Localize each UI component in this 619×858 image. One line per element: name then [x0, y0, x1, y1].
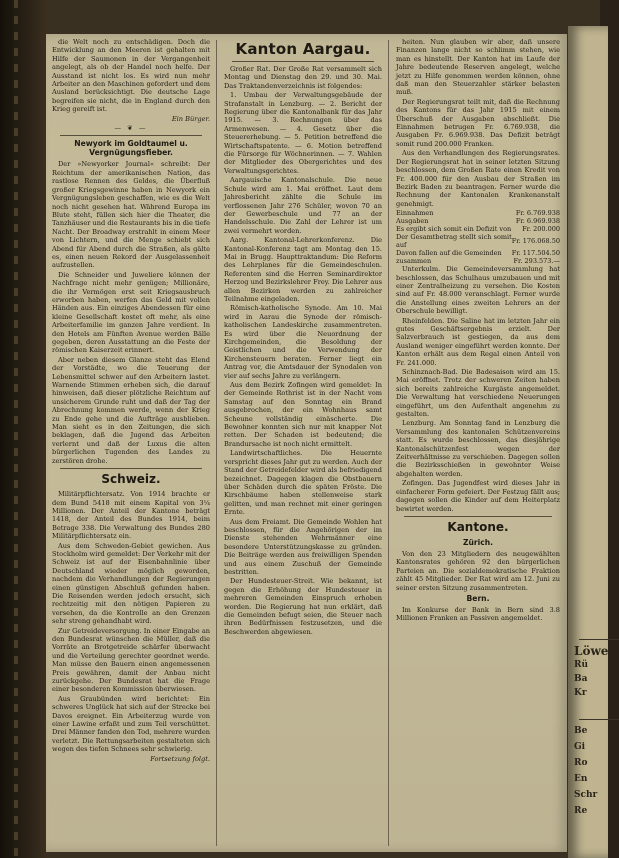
paragraph: Von den 23 Mitgliedern des neugewählten Kantonsrates gehören 92 den bürgerlichen Parteien an. Die sozialdemokratische Fraktion zählt 45 Mitglieder. Der Rat wird am 12. Juni zu seiner ersten Sitzung zusammentreten.	[396, 549, 560, 592]
section-title: Newyork im Goldtaumel u. Vergnügungsfieber.	[74, 139, 188, 158]
paragraph: Landwirtschaftliches. Die Heuernte verspricht dieses Jahr gut zu werden. Auch der Stand der Getreidefelder wird als befriedigend bezeichnet. Dagegen klagen die Obstbauern über Schäden durch die späten Fröste. Die Kirschbäume haben stellenweise stark gelitten, und man rechnet mit einer geringen Ernte.	[224, 449, 383, 517]
paragraph: Lenzburg. Am Sonntag fand in Lenzburg die Versammlung des kantonalen Schützenvereins statt. Es wurde beschlossen, das diesjährige Kantonalschützenfest wegen der Zeitverhältnisse zu verschieben. Dagegen sollen die Bezirksschießen in gewohnter Weise abgehalten werden.	[396, 419, 560, 478]
table-label: zusammen	[396, 257, 432, 266]
facing-page-edge	[568, 26, 608, 858]
table-value: Fr. 6.969.938	[515, 217, 560, 226]
section-title: Kanton Aargau.	[235, 40, 371, 58]
table-value: Fr. 176.068.50	[511, 237, 560, 246]
table-row	[396, 225, 560, 233]
edge-word: Be	[574, 726, 588, 736]
edge-word: En	[574, 774, 588, 784]
column-rule	[388, 40, 389, 846]
paragraph: Römisch-katholische Synode. Am 10. Mai wird in Aarau die Synode der römisch-katholischen Landeskirche zusammentreten. Es wird über die Neuordnung der Kirchgemeinden, die Besoldung der Geistlichen und die Verwendung der Kirchensteuern beraten. Ferner liegt ein Antrag vor, die Amtsdauer der Synodalen von vier auf sechs Jahre zu verlängern.	[224, 304, 382, 380]
table-row	[396, 257, 560, 265]
paragraph: Aus den Verhandlungen des Regierungsrates. Der Regierungsrat hat in seiner letzten Sitzung beschlossen, dem Großen Rate einen Kredit von Fr. 400.000 für den Ausbau der Straßen im Bezirk Baden zu beantragen. Ferner wurde die Rechnung der Kantonalen Krankenanstalt genehmigt.	[396, 149, 560, 208]
table-value: Fr. 200.000	[522, 225, 560, 234]
divider	[579, 719, 619, 720]
table-value: Fr. 117.504.50	[511, 249, 560, 258]
paragraph: Der Regierungsrat teilt mit, daß die Rechnung des Kantons für das Jahr 1915 mit einem Überschuß der Ausgaben abschließt. Die Einnahmen betrugen Fr. 6.769.938, die Ausgaben Fr. 6.969.938. Das Defizit beträgt somit rund 200.000 Franken.	[396, 97, 560, 148]
table-label: Einnahmen	[396, 209, 434, 218]
column-right	[396, 38, 560, 848]
newspaper-page	[46, 34, 567, 852]
paragraph: Aus dem Bezirk Zofingen wird gemeldet: In der Gemeinde Rothrist ist in der Nacht vom Samstag auf den Sonntag ein Brand ausgebrochen, der ein Wohnhaus samt Scheune vollständig einäscherte. Die Bewohner konnten sich nur mit knapper Not retten. Der Schaden ist bedeutend; die Brandursache ist noch nicht ermittelt.	[224, 381, 382, 448]
paragraph: Aber neben diesem Glanze steht das Elend der Vorstädte, wo die Teuerung der Lebensmittel schwer auf den Arbeitern lastet. Warnende Stimmen erheben sich, die darauf hinweisen, daß dieser plötzliche Reichtum auf unsicherem Grunde ruht und daß der Tag der Abrechnung kommen werde, wenn der Krieg zu Ende gehe und die Aufträge ausblieben. Man sieht es in den Zeitungen, die sich beklagen, daß die Jugend das Arbeiten verlernt und daß der Luxus die alten bürgerlichen Tugenden des Landes zu zerstören drohe.	[52, 355, 210, 465]
column-left	[52, 38, 210, 848]
edge-word: Re	[574, 806, 588, 816]
section-title: Schweiz.	[101, 472, 161, 487]
edge-word: Schr	[574, 790, 598, 800]
table-label: Davon fallen auf die Gemeinden	[396, 249, 502, 258]
divider	[232, 61, 374, 62]
table-row	[396, 233, 560, 249]
paragraph: Zofingen. Das Jugendfest wird dieses Jahr in einfacherer Form gefeiert. Der Festzug fällt aus; dagegen sollen die Kinder auf dem Heiterplatz bewirtet werden.	[396, 479, 560, 513]
divider	[60, 135, 202, 136]
paragraph: Aus Graubünden wird berichtet: Ein schweres Unglück hat sich auf der Strecke bei Davos ereignet. Ein Arbeiterzug wurde von einer Lawine erfaßt und zum Teil verschüttet. Drei Männer fanden den Tod, mehrere wurden verletzt. Die Rettungsarbeiten gestalteten sich wegen des tiefen Schnees sehr schwierig.	[52, 694, 210, 754]
ornament-divider: — ❦ —	[114, 124, 148, 133]
paragraph: heiten. Nun glauben wir aber, daß unsere Finanzen lange nicht so schlimm stehen, wie man es hinstellt. Der Kanton hat im Laufe der Jahre bedeutende Reserven angelegt, welche jetzt zu Hilfe genommen werden können, ohne daß man den Steuerzahler stärker belasten muß.	[396, 38, 560, 97]
edge-word: Ro	[574, 758, 588, 768]
table-row	[396, 249, 560, 257]
paragraph: Aus dem Freiamt. Die Gemeinde Wohlen hat beschlossen, für die Angehörigen der im Dienste stehenden Wehrmänner eine besondere Unterstützungskasse zu gründen. Die Beiträge werden aus freiwilligen Spenden und aus einem Zuschuß der Gemeinde bestritten.	[224, 517, 382, 576]
table-label: Es ergibt sich somit ein Defizit von	[396, 225, 512, 234]
table-value: Fr. 293.573.—	[513, 257, 560, 266]
paragraph: 1. Umbau der Verwaltungsgebäude der Strafanstalt in Lenzburg. — 2. Bericht der Regierung über die Kantonalbank für das Jahr 1915. — 3. Rechnungen über das Armenwesen. — 4. Gesetz über die Steuererhebung. — 5. Petition betreffend die Wirtschaftspatente. — 6. Motion betreffend die Fürsorge für Wöchnerinnen. — 7. Wahlen der Mitglieder des Obergerichtes und des Verwaltungsgerichtes.	[224, 91, 382, 175]
subsection-title: Zürich.	[462, 537, 494, 547]
paragraph: Die Schneider und Juweliere können der Nachfrage nicht mehr genügen; Millionäre, die ihr Vermögen erst seit Kriegsausbruch erworben haben, werfen das Geld mit vollen Händen aus. Ein einziges Abendessen für eine kleine Gesellschaft kostet oft mehr, als eine Arbeiterfamilie im ganzen Jahre verdient. In den Hotels am Fünften Avenue werden Bälle gegeben, deren Ausstattung an die Feste der römischen Kaiserzeit erinnert.	[52, 270, 210, 355]
paragraph: Rheinfelden. Die Saline hat im letzten Jahr ein gutes Geschäftsergebnis erzielt. Der Salzverbrauch ist gestiegen, da aus dem Ausland weniger eingeführt werden konnte. Der Kanton erhält aus dem Regal einen Anteil von Fr. 241.000.	[396, 316, 560, 367]
paragraph: Aarg. Kantonal-Lehrerkonferenz. Die Kantonal-Konferenz tagt am Montag den 15. Mai in Brugg. Haupttraktandum: Die Reform des Lehrplanes für die Gemeindeschulen. Referenten sind die Herren Seminardirektor Herzog und Bezirkslehrer Frey. Die Lehrer aus allen Bezirken werden zu zahlreicher Teilnahme eingeladen.	[224, 236, 382, 303]
column-middle	[224, 38, 382, 848]
edge-word: Ba	[574, 674, 588, 684]
article-signature: Ein Bürger.	[171, 114, 210, 123]
article-continuation: die Welt noch zu entschädigen. Doch die Entwicklung an den Meeren ist gehalten mit Hilfe der Saumonen in der Vergangenheit angelegt, als ob der Handel noch helfe. Der Ausstand ist nicht los. Es wird nun mehr Arbeiter an den Maschinen gefordert und dem Ausland berücksichtigt. Die deutsche Lage begreifen sie nicht, die in England durch den Krieg gereift ist.	[52, 38, 210, 114]
divider	[60, 468, 202, 469]
binding-stitching	[14, 0, 18, 858]
subsection-title: Bern.	[466, 593, 490, 603]
table-label: Der Gesamtbetrag stellt sich somit auf	[396, 233, 512, 250]
paragraph: Großer Rat. Der Große Rat versammelt sich Montag und Dienstag den 29. und 30. Mai. Das Traktandenverzeichnis ist folgendes:	[224, 65, 382, 90]
table-label: Ausgaben	[396, 217, 429, 226]
paragraph: Schinznach-Bad. Die Badesaison wird am 15. Mai eröffnet. Trotz der schweren Zeiten haben sich bereits zahlreiche Kurgäste angemeldet. Die Verwaltung hat verschiedene Neuerungen eingeführt, um den Aufenthalt angenehm zu gestalten.	[396, 368, 560, 419]
paragraph: Zur Getreideversorgung. In einer Eingabe an den Bundesrat wünschen die Müller, daß die Vorräte an Brotgetreide schärfer überwacht und die Verteilung gerechter geordnet werde. Man müsse den Bauern einen angemessenen Preis gewähren, damit der Anbau nicht zurückgehe. Der Bundesrat hat die Frage einer besonderen Kommission überwiesen.	[52, 626, 210, 694]
paragraph: Unterkulm. Die Gemeindeversammlung hat beschlossen, das Schulhaus umzubauen und mit einer Zentralheizung zu versehen. Die Kosten sind auf Fr. 48.000 veranschlagt. Ferner wurde die Anstellung eines zweiten Lehrers an der Oberschule bewilligt.	[396, 265, 560, 316]
paragraph: Der »Newyorker Journal« schreibt: Der Reichtum der amerikanischen Nation, das rastlose Rennen des Geldes, die Überfluß großer Kriegsgewinne haben in Newyork ein Vergnügungsleben geschaffen, wie es die Welt noch nicht gesehen hat. Während Europa im Blute steht, füllen sich hier die Theater, die Tanzhäuser und die Restaurants bis in die tiefe Nacht. Der Broadway erstrahlt in einem Meer von Lichtern, und die Menge schiebt sich Abend für Abend durch die Straßen, als gälte es, einen neuen Rekord der Ausgelassenheit aufzustellen.	[52, 160, 210, 270]
divider	[404, 516, 552, 517]
book-binding	[0, 0, 46, 858]
edge-word: Rü	[574, 660, 589, 670]
section-title: Kantone.	[447, 519, 509, 534]
divider	[579, 639, 619, 640]
table-row	[396, 209, 560, 217]
finance-table	[396, 209, 560, 265]
paragraph: Aargauische Kantonalschule. Die neue Schule wird am 1. Mai eröffnet. Laut dem Jahresbericht zählte die Schule im verflossenen Jahr 276 Schüler, wovon 70 an der Gewerbeschule und 77 an der Handelsschule. Die Zahl der Lehrer ist um zwei vermehrt worden.	[224, 176, 382, 235]
continued-note: Fortsetzung folgt.	[150, 754, 210, 763]
table-row	[396, 217, 560, 225]
edge-word: Löwe	[574, 644, 609, 658]
table-value: Fr. 6.769.938	[515, 209, 560, 218]
paragraph: Militärpflichtersatz. Von 1914 brachte er dem Bund 5418 mit einem Kapital von 3¼ Millionen. Der Anteil der Kantone beträgt 1418, der Anteil des Bundes 1914, beim Betrage 338. Die Verwaltung des Bundes 280 Militärpflichtersatz ein.	[52, 490, 210, 541]
paragraph: Aus dem Schweden-Gebiet gewichen. Aus Stockholm wird gemeldet: Der Verkehr mit der Schweiz ist auf der Eisenbahnlinie über Deutschland wieder möglich geworden, nachdem die Verhandlungen der Regierungen einen günstigen Abschluß gefunden haben. Die Reisenden werden jedoch ersucht, sich rechtzeitig mit den nötigen Papieren zu versehen, da die Kontrolle an den Grenzen sehr streng gehandhabt wird.	[52, 541, 210, 626]
edge-word: Gi	[574, 742, 586, 752]
paragraph: Der Hundesteuer-Streit. Wie bekannt, ist gegen die Erhöhung der Hundesteuer in mehreren Gemeinden Einspruch erhoben worden. Die Regierung hat nun erklärt, daß die Gemeinden befugt seien, die Steuer nach ihren Bedürfnissen festzusetzen, und die Beschwerden abgewiesen.	[224, 577, 382, 636]
paragraph: Im Konkurse der Bank in Bern sind 3.8 Millionen Franken an Passiven angemeldet.	[396, 605, 560, 623]
edge-word: Kr	[574, 688, 587, 698]
column-rule	[216, 40, 217, 846]
